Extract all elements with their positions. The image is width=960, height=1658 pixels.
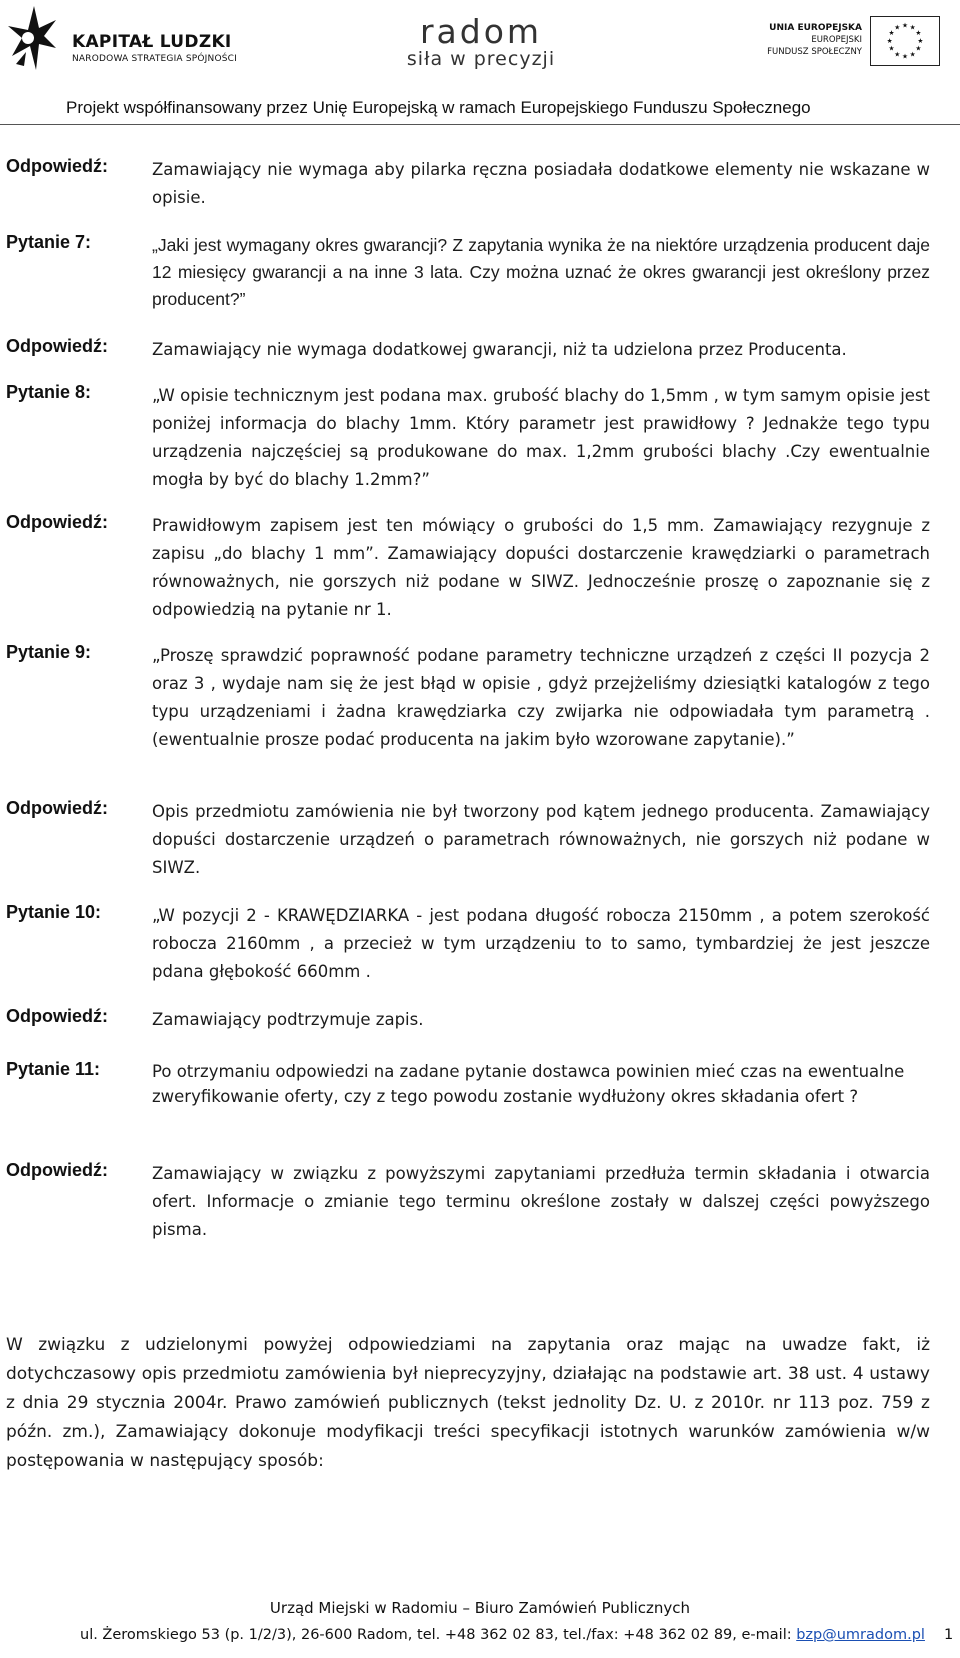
svg-text:★: ★ (886, 36, 893, 45)
qa-text: Zamawiający w związku z powyższymi zapytaniami przedłuża termin składania i otwarcia ofert. Informacje o zmianie tego terminu określone zostały w dalszej części powyższego pisma. (152, 1164, 930, 1239)
qa-text: Zamawiający nie wymaga dodatkowej gwarancji, niż ta udzielona przez Producenta. (152, 340, 847, 359)
qa-text: „Jaki jest wymagany okres gwarancji? Z zapytania wynika że na niektóre urządzenia producent daje 12 miesięcy gwarancji a na inne 3 lata. Czy można uznać że okres gwarancji jest określony przez producent?” (152, 235, 930, 309)
eu-logo-text (767, 22, 862, 58)
qa-label: Odpowiedź: (6, 798, 108, 818)
qa-label: Odpowiedź: (6, 512, 108, 532)
kapital-ludzki-logo (6, 4, 246, 74)
svg-text:★: ★ (901, 21, 909, 30)
eu-line-3: FUNDUSZ SPOŁECZNY (767, 47, 862, 57)
svg-text:★: ★ (917, 36, 924, 45)
qa-text: Opis przedmiotu zamówienia nie był tworzony pod kątem jednego producenta. Zamawiający dopuści dostarczenie urządzeń o parametrach równoważnych, nie gorszych niż podane w SIWZ. (152, 802, 930, 877)
svg-text:★: ★ (894, 50, 901, 59)
svg-text:★: ★ (915, 44, 922, 53)
eu-line-1: UNIA EUROPEJSKA (769, 23, 862, 33)
svg-text:★: ★ (894, 23, 901, 32)
svg-text:★: ★ (888, 44, 895, 53)
qa-text: „Proszę sprawdzić poprawność podane parametry techniczne urządzeń z części II pozycja 2 oraz 3 , wydaje nam się że jest błąd w opisie , gdyż przejżeliśmy dziesiątki katalogów z tego typu urządzeniami i żadna krawędziarka czy zwijarka nie odpowiadała tym parametrą . (ewentualnie prosze podać producenta na jakim było wzorowane zapytanie).” (152, 646, 930, 749)
qa-label: Pytanie 11: (6, 1059, 101, 1079)
header-divider (0, 124, 960, 125)
qa-label: Pytanie 9: (6, 642, 92, 662)
svg-text:★: ★ (901, 52, 909, 61)
project-cofinancing-note: Projekt współfinansowany przez Unię Europejską w ramach Europejskiego Funduszu Społecznego (66, 98, 811, 117)
svg-text:★: ★ (909, 50, 916, 59)
eu-line-2: EUROPEJSKI (811, 35, 862, 45)
page-header (0, 0, 960, 130)
closing-paragraph: W związku z udzielonymi powyżej odpowiedziami na zapytania oraz mając na uwadze fakt, iż dotychczasowy opis przedmiotu zamówienia był nieprecyzyjny, działając na podstawie art. 38 ust. 4 ustawy z dnia 29 stycznia 2004r. Prawo zamówień publicznych (tekst jednolity Dz. U. z 2010r. nr 113 poz. 759 z późn. zm.), Zamawiający dokonuje modyfikacji treści specyfikacji istotnych warunków zamówienia w/w postępowania w następujący sposób: (6, 1335, 930, 1471)
qa-label: Pytanie 10: (6, 902, 102, 922)
svg-text:★: ★ (915, 29, 922, 38)
star-logo-icon (6, 4, 58, 74)
eu-flag-icon (870, 16, 940, 66)
qa-text: „W opisie technicznym jest podana max. grubość blachy do 1,5mm , w tym samym opisie jest poniżej informacja do blachy 1mm. Który parametr jest prawidłowy ? Jednakże tego typu urządzenia najczęściej są produkowane do max. 1,2mm grubości blachy .Czy ewentualnie mogła by być do blachy 1.2mm?” (152, 386, 930, 489)
svg-text:★: ★ (888, 29, 895, 38)
qa-label: Pytanie 8: (6, 382, 92, 402)
footer-email-link[interactable]: bzp@umradom.pl (796, 1627, 925, 1643)
eu-logo (740, 14, 940, 70)
footer-address-text: ul. Żeromskiego 53 (p. 1/2/3), 26-600 Radom, tel. +48 362 02 83, tel./fax: +48 362 02 89, e-mail: (80, 1627, 792, 1643)
qa-text: Zamawiający nie wymaga aby pilarka ręczna posiadała dodatkowe elementy nie wskazane w opisie. (152, 160, 930, 207)
page-number: 1 (944, 1627, 954, 1643)
radom-wordmark: radom (419, 12, 543, 51)
qa-text: „W pozycji 2 - KRAWĘDZIARKA - jest podana długość robocza 2150mm , a potem szerokość robocza 2160mm , a przecież w tym urządzeniu to to samo, tymbardziej że jest jeszcze pdana głębokość 660mm . (152, 906, 930, 981)
logo-subtitle: NARODOWA STRATEGIA SPÓJNOŚCI (72, 54, 237, 64)
footer-address (80, 1627, 960, 1643)
qa-label: Odpowiedź: (6, 336, 108, 356)
qa-label: Odpowiedź: (6, 156, 108, 176)
qa-label: Odpowiedź: (6, 1006, 108, 1026)
qa-text: Zamawiający podtrzymuje zapis. (152, 1010, 424, 1029)
qa-label: Pytanie 7: (6, 232, 92, 252)
footer-office-name: Urząd Miejski w Radomiu – Biuro Zamówień Publicznych (269, 1599, 691, 1617)
radom-logo (396, 12, 566, 68)
svg-text:★: ★ (909, 23, 916, 32)
qa-text: Prawidłowym zapisem jest ten mówiący o grubości do 1,5 mm. Zamawiający rezygnuje z zapisu „do blachy 1 mm”. Zamawiający dopuści dostarczenie krawędziarki o parametrach równoważnych, nie gorszych niż podane w SIWZ. Jednocześnie proszę o zapoznanie się z odpowiedzią na pytanie nr 1. (152, 516, 930, 619)
logo-title: KAPITAŁ LUDZKI (72, 32, 232, 52)
qa-label: Odpowiedź: (6, 1160, 108, 1180)
qa-text: Po otrzymaniu odpowiedzi na zadane pytanie dostawca powinien mieć czas na ewentualne zweryfikowanie oferty, czy z tego powodu zostanie wydłużony okres składania ofert ? (152, 1062, 905, 1106)
radom-tagline: siła w precyzji (406, 48, 556, 70)
